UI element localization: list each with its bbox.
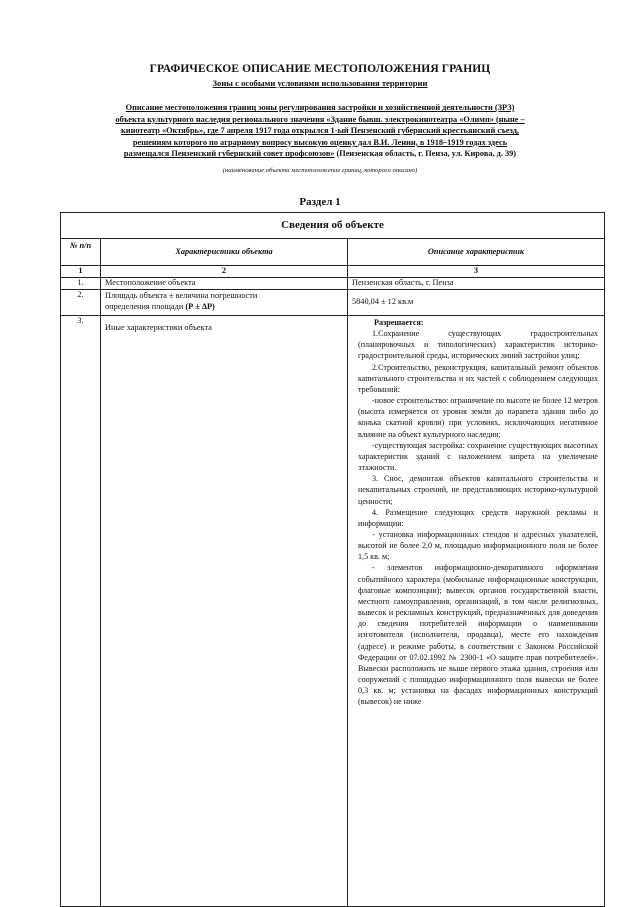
description-line: решениям которого по аграрному вопросу высокую оценку дал В.И. Ленин, в 1918–1919 годах здесь <box>132 137 508 147</box>
row-characteristic: Местоположение объекта <box>105 278 196 287</box>
description-line: кинотеатр «Октябрь», где 7 апреля 1917 года открылся 1-ый Пензенский губернский крестьянский съезд, <box>121 126 519 136</box>
header-num: № п/п <box>69 241 92 250</box>
row-characteristic-line <box>105 302 343 313</box>
row-number: 1. <box>77 278 84 287</box>
permitted-paragraph: 4. Размещение следующих средств наружной рекламы и информации: <box>358 507 598 528</box>
area-formula: (Р ± ∆Р) <box>185 301 215 311</box>
column-number: 2 <box>221 266 227 275</box>
column-number: 1 <box>78 266 83 275</box>
table-caption: Сведения об объекте <box>61 213 604 239</box>
permitted-paragraph: 2.Строительство, реконструкция, капитальный ремонт объектов капитального строительства и их частей с соблюдением следующих требований: <box>358 362 598 394</box>
permitted-paragraph: - установка информационных стендов и адресных указателей, высотой не более 2,0 м, площадью информационного поля не более 1,5 кв. м; <box>358 529 598 562</box>
permitted-paragraph: - элементов информационно-декоративного оформления событийного характера (мобильные информационные конструкции, флаговые композиции); вывесок органов государственной власти, местного самоуправления, организаций, в том числе религиозных, вывесок и рекламных конструкций, предназначенных для доведения до сведения потребителей информации о наименовании изготовителя (исполнителя, продавца), месте его нахождения (адресе) и режиме работы, в соответствии с Законом Российской Федерации от 07.02.1992 № 2300-1 «О защите прав потребителей». Вывески расположить не выше первого этажа здания, строения или сооружений с площадью информационного поля вывески не более 0,3 кв. м; установка на фасадах информационных конструкций (вывесок) не ниже <box>358 563 598 707</box>
row-characteristic-line: Площадь объекта ± величина погрешности <box>105 291 258 300</box>
description-line: объекта культурного наследия регионального значения «Здание бывш. электрокинотеатра «Олимп» (ныне – <box>115 114 525 124</box>
permitted-paragraph: 1.Сохранение существующих градостроительных (планировочных и типологических) характеристик историко-градостроительной среды, исторических линий застройки улиц; <box>358 329 598 361</box>
permitted-activities <box>358 317 598 707</box>
object-description <box>60 102 580 160</box>
row-value: 5840,04 ± 12 кв.м <box>352 297 414 306</box>
column-divider <box>100 238 101 906</box>
column-divider <box>347 238 348 906</box>
description-address: (Пензенская область, г. Пенза, ул. Кирова, д. 39) <box>334 149 517 159</box>
document-title: ГРАФИЧЕСКОЕ ОПИСАНИЕ МЕСТОПОЛОЖЕНИЯ ГРАНИЦ <box>149 63 491 75</box>
description-line: Описание местоположения границ зоны регулирования застройки и хозяйственной деятельности (ЗРЗ) <box>125 103 515 112</box>
permitted-paragraph: -существующая застройка: сохранение существующих высотных характеристик зданий с наложением запрета на увеличение этажности. <box>358 440 598 473</box>
permitted-paragraph: 3. Снос, демонтаж объектов капитального строительства и некапитальных строений, не представляющих историко-культурной ценности; <box>358 474 598 506</box>
row-characteristic: Иные характеристики объекта <box>105 323 212 332</box>
row-number: 2. <box>77 290 84 299</box>
row-divider <box>61 315 604 316</box>
permitted-paragraph: -новое строительство: ограничение по высоте не более 12 метров (высота измеряется от уровня земли до парапета здания либо до конька скатной кровли) при условиях, исключающих негативное влияние на объект культурного наследия; <box>358 396 598 439</box>
row-value: Пензенская область, г. Пенза <box>352 278 454 287</box>
document-subtitle: Зоны с особыми условиями использования территории <box>212 78 428 88</box>
column-number: 3 <box>473 266 479 275</box>
row-divider <box>61 289 604 290</box>
row-number: 3. <box>77 316 84 325</box>
description-line <box>60 148 580 160</box>
description-caption: (наименование объекта местоположение границ, которого описано) <box>222 167 418 174</box>
header-characteristic: Характеристики объекта <box>175 247 273 256</box>
permitted-heading: Разрешается: <box>374 318 424 327</box>
object-info-table <box>60 212 605 907</box>
row-characteristic <box>105 291 343 312</box>
row-characteristic-text: определения площади <box>105 301 184 311</box>
section-title: Раздел 1 <box>299 196 341 208</box>
description-line-part: размещался Пензенский губернский совет профсоюзов» <box>123 149 335 159</box>
header-description: Описание характеристик <box>427 247 525 256</box>
